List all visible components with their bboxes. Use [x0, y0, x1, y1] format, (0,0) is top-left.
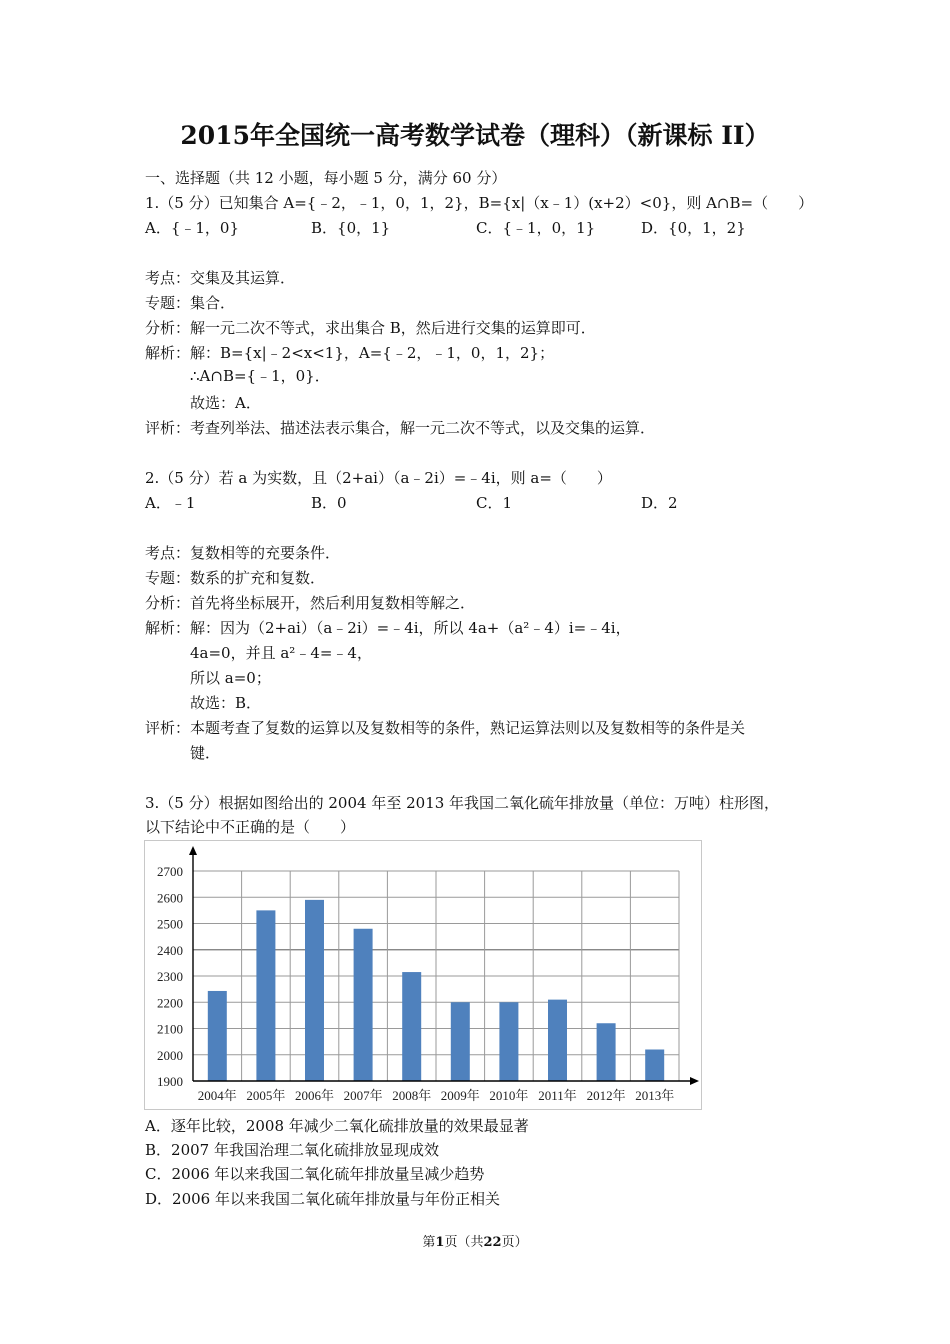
bar-2011年 [548, 1000, 567, 1081]
y-tick-label: 2000 [157, 1047, 183, 1063]
x-tick-label: 2012年 [586, 1088, 626, 1103]
q2-option-a: A．﹣1 [145, 494, 196, 512]
q1-stem: 1.（5 分）已知集合 A={﹣2，﹣1，0，1，2}，B={x|（x﹣1）(x+2）<0}，则 A∩B=（ ） [145, 194, 814, 212]
footer-page-number: 1 [435, 1235, 445, 1250]
x-tick-label: 2004年 [197, 1088, 237, 1103]
y-tick-label: 2100 [157, 1021, 183, 1037]
bar-2005年 [256, 910, 275, 1081]
q3-stem-line1: 3.（5 分）根据如图给出的 2004 年至 2013 年我国二氧化硫年排放量（单位：万吨）柱形图， [145, 794, 780, 812]
q2-zhuanti: 专题：数系的扩充和复数． [145, 569, 326, 587]
q3-option-d: D．2006 年以来我国二氧化硫年排放量与年份正相关 [145, 1190, 500, 1208]
footer-total-pages: 22 [483, 1235, 502, 1250]
bar-2009年 [451, 1002, 470, 1081]
q1-option-c: C．{﹣1，0，1} [476, 219, 596, 237]
x-tick-label: 2008年 [392, 1088, 432, 1103]
section-heading: 一、选择题（共 12 小题，每小题 5 分，满分 60 分） [145, 169, 507, 187]
x-tick-label: 2005年 [246, 1088, 286, 1103]
x-tick-label: 2006年 [294, 1088, 335, 1103]
q2-jiexi-line3: 所以 a=0； [190, 669, 271, 687]
bar-2006年 [305, 900, 324, 1081]
q3-option-c: C．2006 年以来我国二氧化硫年排放量呈减少趋势 [145, 1165, 485, 1183]
q1-jiexi-line1: 解析：解：B={x|﹣2<x<1}，A={﹣2，﹣1，0，1，2}； [145, 344, 555, 362]
y-tick-label: 2300 [157, 969, 183, 984]
q1-option-b: B．{0，1} [311, 219, 391, 237]
x-tick-label: 2013年 [635, 1088, 675, 1103]
exam-title: 2015年全国统一高考数学试卷（理科）（新课标 II） [180, 121, 770, 150]
q1-zhuanti: 专题：集合． [145, 294, 236, 312]
q2-jiexi-line4: 故选：B． [190, 694, 262, 712]
bar-2012年 [597, 1023, 616, 1081]
q2-fenxi: 分析：首先将坐标展开，然后利用复数相等解之． [145, 594, 476, 612]
bar-2007年 [354, 929, 373, 1081]
y-tick-label: 1900 [157, 1074, 183, 1089]
y-tick-label: 2200 [157, 995, 183, 1011]
y-axis-arrow-icon [189, 846, 197, 855]
x-axis-arrow-icon [690, 1077, 699, 1085]
bar-2004年 [208, 991, 227, 1081]
q2-jiexi-line2: 4a=0，并且 a²﹣4=﹣4， [190, 644, 372, 662]
q2-pingxi-line1: 评析：本题考查了复数的运算以及复数相等的条件，熟记运算法则以及复数相等的条件是关 [145, 719, 746, 737]
bar-2013年 [645, 1050, 664, 1082]
y-tick-label: 2700 [157, 864, 183, 879]
q1-kaodian: 考点：交集及其运算． [145, 269, 296, 287]
y-tick-label: 2500 [157, 916, 183, 932]
q1-option-a: A．{﹣1，0} [145, 219, 240, 237]
q2-kaodian: 考点：复数相等的充要条件． [145, 544, 341, 562]
bar-2008年 [402, 972, 421, 1081]
q3-option-b: B．2007 年我国治理二氧化硫排放显现成效 [145, 1141, 439, 1159]
q2-jiexi-line1: 解析：解：因为（2+ai）（a﹣2i）=﹣4i，所以 4a+（a²﹣4）i=﹣4i， [145, 619, 631, 637]
q1-option-d: D．{0，1，2} [641, 219, 746, 237]
x-tick-label: 2010年 [489, 1088, 529, 1103]
footer-suffix: 页） [501, 1235, 528, 1250]
page-footer [0, 1231, 950, 1250]
so2-bar-chart [144, 840, 702, 1110]
q2-option-c: C．1 [476, 494, 513, 512]
q1-fenxi: 分析：解一元二次不等式，求出集合 B，然后进行交集的运算即可． [145, 319, 596, 337]
q1-pingxi: 评析：考查列举法、描述法表示集合，解一元二次不等式，以及交集的运算． [145, 419, 656, 437]
y-tick-label: 2400 [157, 942, 183, 958]
x-tick-label: 2011年 [538, 1088, 577, 1103]
q2-stem: 2.（5 分）若 a 为实数，且（2+ai）（a﹣2i）=﹣4i，则 a=（ ） [145, 469, 612, 487]
bar-chart-svg [145, 841, 701, 1109]
y-tick-label: 2600 [157, 890, 183, 906]
q2-option-d: D．2 [641, 494, 678, 512]
x-tick-label: 2007年 [343, 1088, 383, 1103]
q2-pingxi-line2: 键． [190, 744, 221, 762]
q1-jiexi-line3: 故选：A． [190, 394, 261, 412]
q1-jiexi-line2: ∴A∩B={﹣1，0}． [190, 367, 330, 385]
footer-middle: 页（共 [444, 1235, 484, 1250]
q3-option-a: A．逐年比较，2008 年减少二氧化硫排放量的效果最显著 [145, 1117, 529, 1135]
x-tick-label: 2009年 [440, 1088, 480, 1103]
bar-2010年 [499, 1002, 518, 1081]
q2-option-b: B．0 [311, 494, 347, 512]
footer-prefix: 第 [422, 1235, 436, 1250]
q3-stem-line2: 以下结论中不正确的是（ ） [145, 818, 356, 836]
